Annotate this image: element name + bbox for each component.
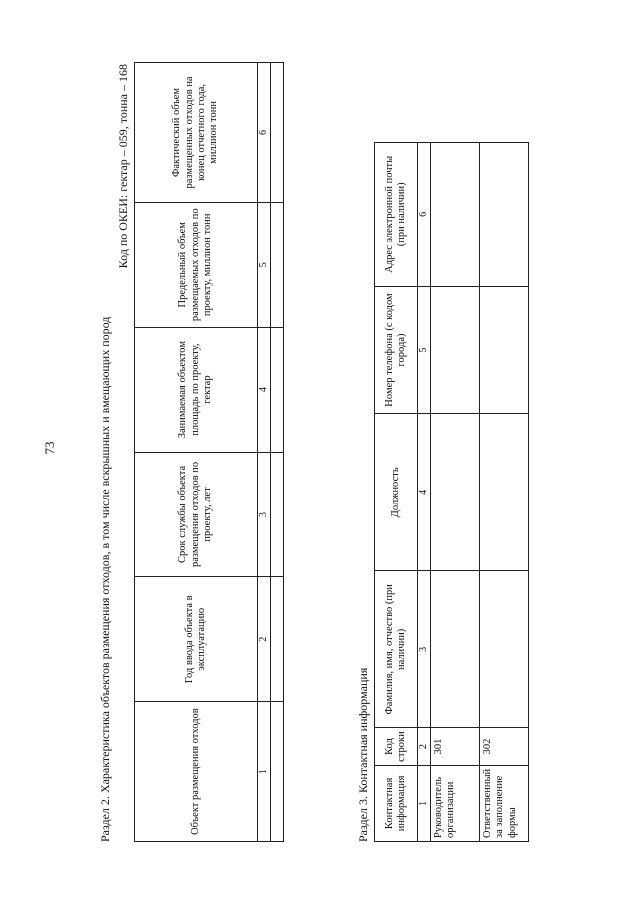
page-number: 73 bbox=[42, 441, 57, 455]
col-header-waste-object: Объект размещения отходов bbox=[135, 702, 258, 842]
empty-cell[interactable] bbox=[480, 414, 529, 571]
row-label-responsible: Ответственный за заполнение формы bbox=[480, 765, 529, 841]
empty-cell[interactable] bbox=[431, 143, 480, 287]
section3-table bbox=[374, 142, 529, 842]
section2-column-numbers bbox=[258, 63, 271, 842]
col-number: 4 bbox=[418, 414, 431, 571]
row-label-manager: Руководитель организации bbox=[431, 765, 480, 841]
col-number: 4 bbox=[258, 327, 271, 452]
section2-header-row bbox=[135, 63, 258, 842]
col-number: 1 bbox=[418, 765, 431, 841]
col-header-actual-volume: Фактический объем размещенных отходов на конец отчетного года, миллион тонн bbox=[135, 63, 258, 203]
col-header-service-life: Срок службы объекта размещения отходов по проекту, лет bbox=[135, 452, 258, 577]
empty-cell[interactable] bbox=[271, 452, 284, 577]
col-header-email: Адрес электронной почты (при наличии) bbox=[375, 143, 418, 287]
section2-table bbox=[134, 62, 284, 842]
section2-data-row bbox=[271, 63, 284, 842]
empty-cell[interactable] bbox=[480, 286, 529, 414]
col-number: 6 bbox=[418, 143, 431, 287]
col-header-commission-year: Год ввода объекта в эксплуатацию bbox=[135, 577, 258, 702]
col-header-contact-info: Контактная информация bbox=[375, 765, 418, 841]
row-code-302: 302 bbox=[480, 728, 529, 766]
section3-header-row bbox=[375, 143, 418, 842]
col-number: 6 bbox=[258, 63, 271, 203]
col-number: 3 bbox=[258, 452, 271, 577]
okei-code-note: Код по ОКЕИ: гектар – 059, тонна – 168 bbox=[116, 64, 130, 269]
col-header-position: Должность bbox=[375, 414, 418, 571]
col-header-full-name: Фамилия, имя, отчество (при наличии) bbox=[375, 571, 418, 728]
empty-cell[interactable] bbox=[431, 414, 480, 571]
empty-cell[interactable] bbox=[431, 571, 480, 728]
col-header-row-code: Код строки bbox=[375, 728, 418, 766]
col-number: 1 bbox=[258, 702, 271, 842]
col-number: 3 bbox=[418, 571, 431, 728]
table-row-manager bbox=[431, 143, 480, 842]
empty-cell[interactable] bbox=[480, 143, 529, 287]
col-header-max-volume: Предельный объем размещаемых отходов по проекту, миллион тонн bbox=[135, 202, 258, 327]
empty-cell[interactable] bbox=[271, 702, 284, 842]
col-header-area: Занимаемая объектом площадь по проекту, гектар bbox=[135, 327, 258, 452]
empty-cell[interactable] bbox=[271, 327, 284, 452]
rotated-form-page bbox=[90, 62, 550, 842]
section3-title: Раздел 3. Контактная информация bbox=[356, 667, 370, 842]
col-number: 5 bbox=[258, 202, 271, 327]
col-header-phone: Номер телефона (с кодом города) bbox=[375, 286, 418, 414]
col-number: 2 bbox=[258, 577, 271, 702]
table-row-responsible bbox=[480, 143, 529, 842]
col-number: 5 bbox=[418, 286, 431, 414]
empty-cell[interactable] bbox=[271, 202, 284, 327]
row-code-301: 301 bbox=[431, 728, 480, 766]
empty-cell[interactable] bbox=[271, 577, 284, 702]
empty-cell[interactable] bbox=[271, 63, 284, 203]
section2-title: Раздел 2. Характеристика объектов размещения отходов, в том числе вскрышных и вмещающих пород bbox=[98, 316, 112, 842]
section3-column-numbers bbox=[418, 143, 431, 842]
empty-cell[interactable] bbox=[431, 286, 480, 414]
empty-cell[interactable] bbox=[480, 571, 529, 728]
col-number: 2 bbox=[418, 728, 431, 766]
